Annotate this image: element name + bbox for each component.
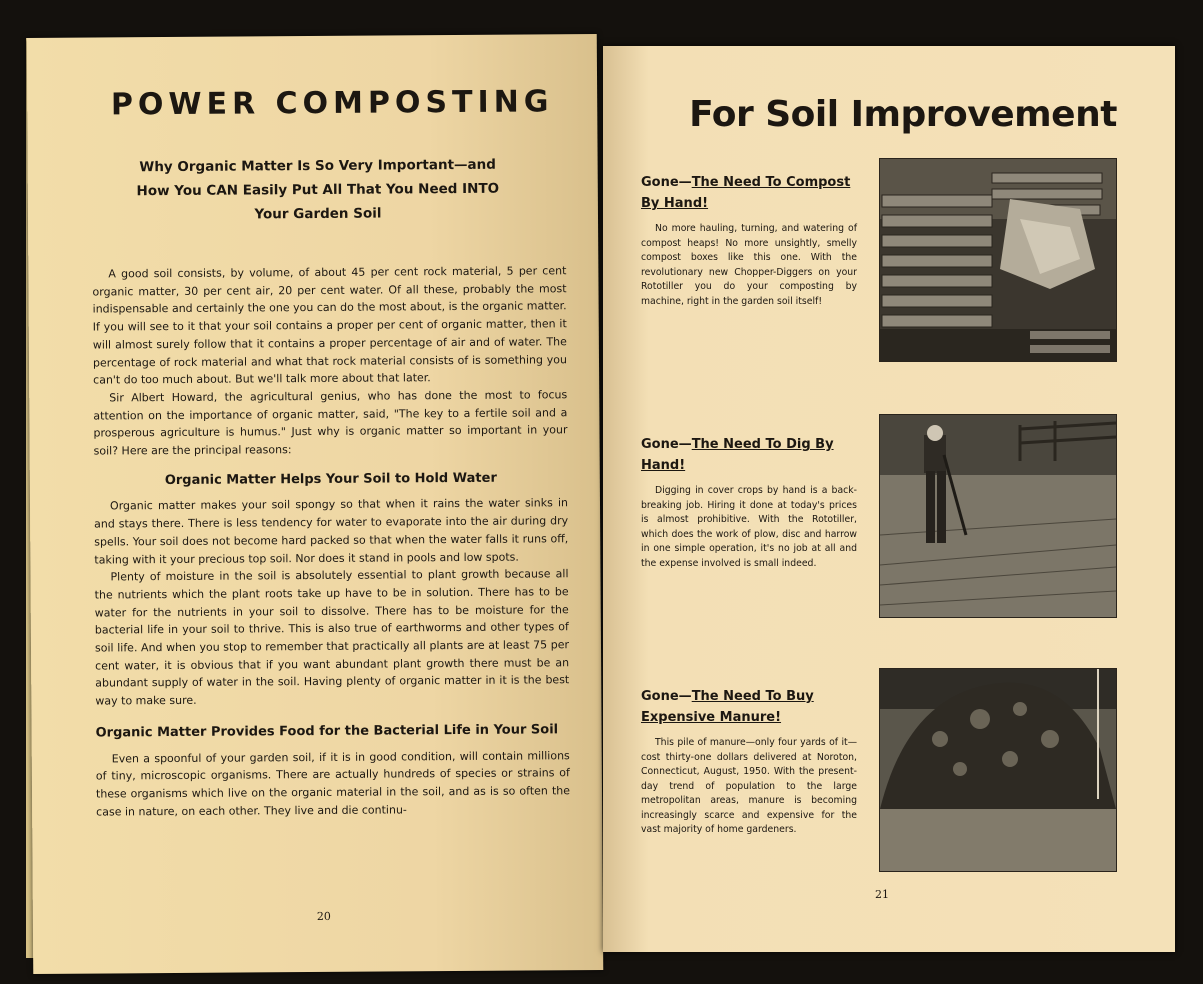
heading-underlined: The Need To Compost By Hand! [641, 175, 851, 211]
right-page [603, 46, 1175, 952]
page-title: For Soil Improvement [689, 94, 1117, 135]
section-heading [641, 434, 857, 476]
heading-prefix: Gone— [641, 689, 692, 704]
feature-section [641, 434, 857, 571]
page-subtitle [113, 153, 523, 228]
heading-underlined: The Need To Buy Expensive Manure! [641, 689, 814, 725]
page-number: 20 [316, 909, 331, 923]
page-number: 21 [875, 888, 889, 901]
compost-box-photo [879, 158, 1117, 362]
gardener-digging-photo [879, 414, 1117, 618]
paragraph: Sir Albert Howard, the agricultural genius, who has done the most to focus attention on the importance of organic matter, said, "The key to a fertile soil and a prosperous agriculture is humus." Just why is organic matter so important in your soil? Here are the principal reasons: [93, 388, 568, 458]
section-body: Digging in cover crops by hand is a back-breaking job. Hiring it done at today's prices is almost prohibitive. With the Rototiller, which does the work of plow, disc and harrow in one simple operation, it's no job at all and the expense involved is small indeed. [641, 485, 857, 569]
subtitle-line: How You CAN Easily Put All That You Need INTO [136, 180, 500, 200]
feature-section [641, 686, 857, 838]
section-heading: Organic Matter Provides Food for the Bacterial Life in Your Soil [95, 722, 559, 741]
paragraph: Organic matter makes your soil spongy so that when it rains the water sinks in and stays there. There is less tendency for water to evaporate into the air during dry spells. Your soil does not become hard packed so that when the water falls it runs off, taking with it your precious top soil. Nor does it stand in pools and low spots. [94, 496, 569, 567]
subtitle-line: Your Garden Soil [254, 205, 382, 223]
heading-underlined: The Need To Dig By Hand! [641, 437, 834, 473]
section-body: This pile of manure—only four yards of it—cost thirty-one dollars delivered at Noroton, Connecticut, August, 1950. With the present-day trend of population to the large metropolitan areas, manure is becoming increasingly scarce and expensive for the vast majority of home gardeners. [641, 737, 857, 835]
section-body: No more hauling, turning, and watering of compost heaps! No more unsightly, smelly compost boxes like this one. With the revolutionary new Chopper-Diggers on your Rototiller you do your composting by machine, right in the garden soil itself! [641, 223, 857, 307]
paragraph: A good soil consists, by volume, of about 45 per cent rock material, 5 per cent organic matter, 30 per cent air, 20 per cent water. Of all these, probably the most indispensable and certainly the one you can do the most about, is the organic matter. If you will see to it that your soil contains a proper per cent of organic matter, then it will almost surely follow that it contains a proper percentage of air and of water. The percentage of rock material and what that rock material consists of is something you can't do too much about. But we'll talk more about that later. [92, 264, 568, 387]
manure-pile-photo [879, 668, 1117, 872]
paragraph: Even a spoonful of your garden soil, if it is in good condition, will contain millions of tiny, microscopic organisms. There are actually hundreds of species or strains of these organisms which live on the organic material in the soil, and as is so often the case in nature, on each other. They live and die continu- [95, 748, 571, 819]
section-heading [641, 686, 857, 728]
section-heading: Organic Matter Helps Your Soil to Hold Water [164, 470, 497, 488]
subtitle-line: Why Organic Matter Is So Very Important—and [139, 156, 496, 176]
left-page [27, 34, 604, 974]
feature-section [641, 172, 857, 309]
article-body [92, 262, 570, 821]
heading-prefix: Gone— [641, 175, 692, 190]
heading-prefix: Gone— [641, 437, 692, 452]
section-heading [641, 172, 857, 214]
page-title: POWER COMPOSTING [110, 84, 554, 123]
paragraph: Plenty of moisture in the soil is absolutely essential to plant growth because all the nutrients which the plant roots take up have to be in solution. There has to be water for the nutrients in your soil to dissolve. There has to be moisture for the bacterial life in your soil to thrive. This is also true of earthworms and other types of soil life. And when you stop to remember that practically all plants are at least 75 per cent water, it is obvious that if you want abundant plant growth there must be an abundant supply of water in the soil. Having plenty of organic matter in it is the best way to make sure. [94, 567, 570, 708]
